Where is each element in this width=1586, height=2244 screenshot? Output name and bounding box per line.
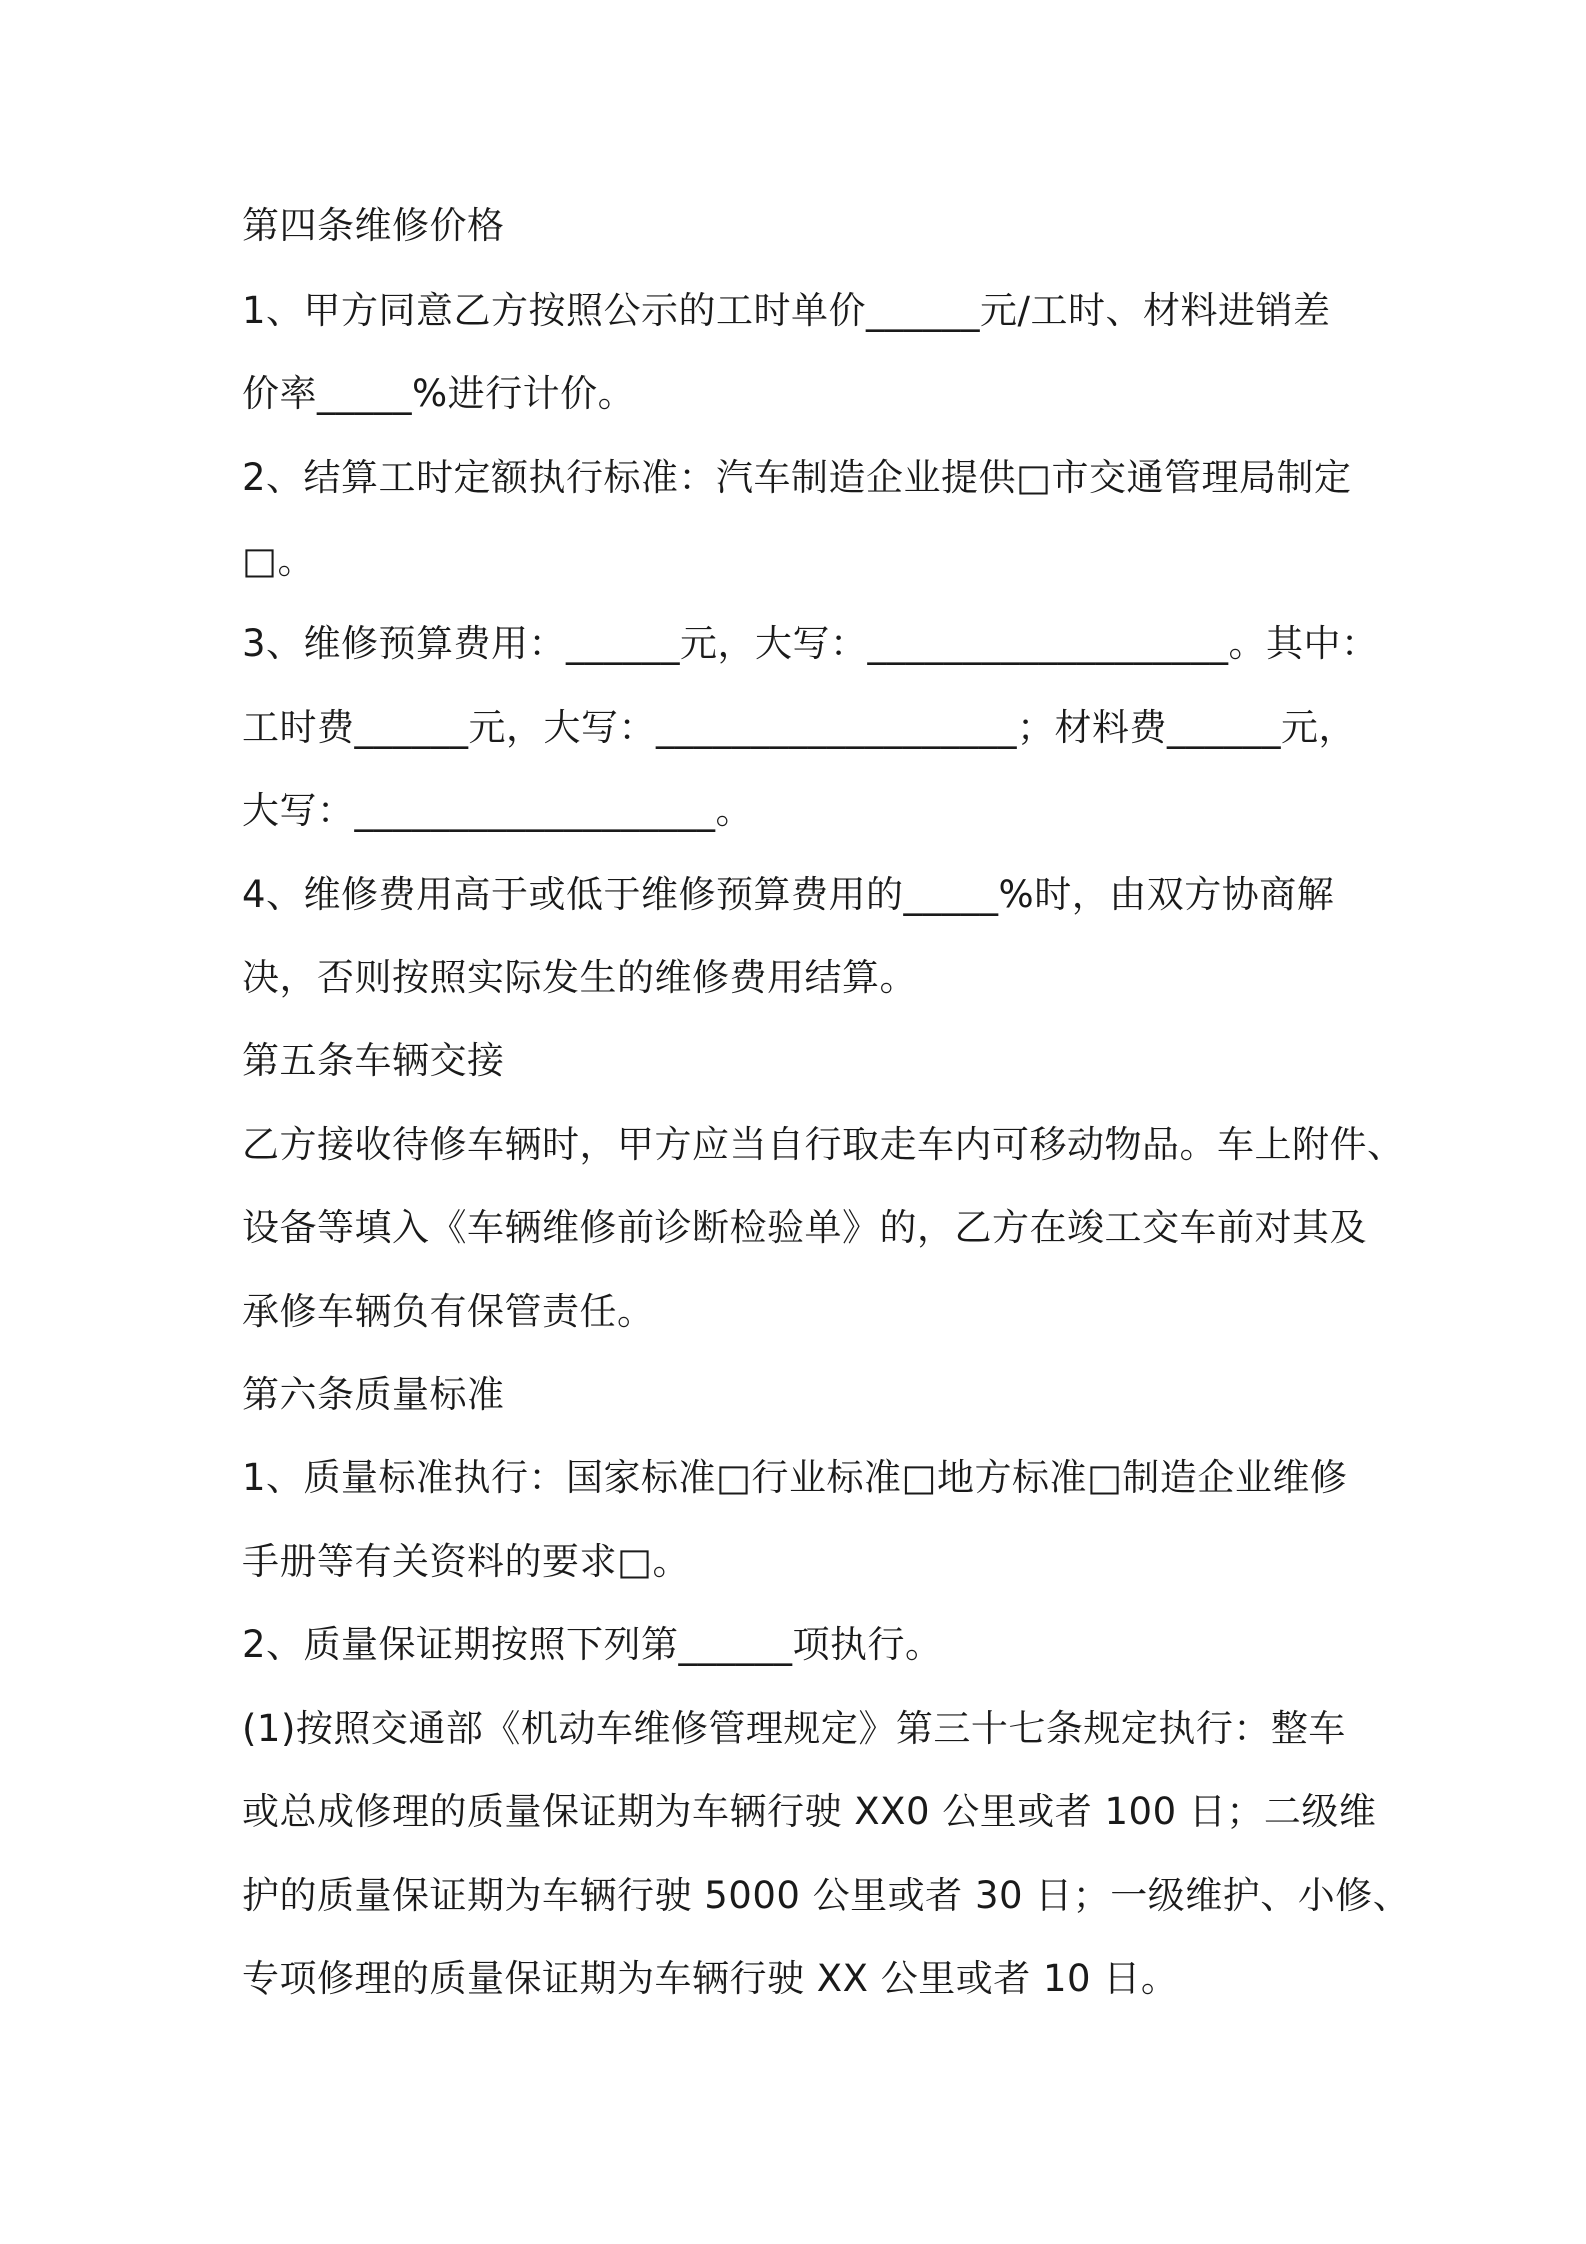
- text-line-3: 2、结算工时定额执行标准：汽车制造企业提供□市交通管理局制定: [242, 456, 1352, 499]
- text-line-19: 或总成修理的质量保证期为车辆行驶 XX0 公里或者 100 日；二级维: [242, 1790, 1377, 1833]
- text-line-9: 决，否则按照实际发生的维修费用结算。: [242, 956, 917, 999]
- text-line-7: 大写：___________________。: [242, 789, 753, 832]
- text-line-11: 乙方接收待修车辆时，甲方应当自行取走车内可移动物品。车上附件、: [242, 1123, 1405, 1166]
- text-line-4: □。: [242, 539, 315, 582]
- text-line-20: 护的质量保证期为车辆行驶 5000 公里或者 30 日；一级维护、小修、: [242, 1874, 1411, 1917]
- text-line-8: 4、维修费用高于或低于维修预算费用的_____%时，由双方协商解: [242, 873, 1335, 916]
- text-line-16: 手册等有关资料的要求□。: [242, 1540, 690, 1583]
- text-line-5: 3、维修预算费用：______元，大写：___________________。其中：: [242, 622, 1379, 665]
- text-line-1: 1、甲方同意乙方按照公示的工时单价______元/工时、材料进销差: [242, 289, 1331, 332]
- text-line-2: 价率_____%进行计价。: [242, 372, 636, 415]
- section-heading-article-5: 第五条车辆交接: [242, 1039, 505, 1082]
- text-line-6: 工时费______元，大写：___________________；材料费______元，: [242, 706, 1356, 749]
- text-line-13: 承修车辆负有保管责任。: [242, 1290, 655, 1333]
- text-line-21: 专项修理的质量保证期为车辆行驶 XX 公里或者 10 日。: [242, 1957, 1179, 2000]
- section-heading-article-6: 第六条质量标准: [242, 1373, 505, 1416]
- text-line-12: 设备等填入《车辆维修前诊断检验单》的，乙方在竣工交车前对其及: [242, 1206, 1367, 1249]
- text-line-15: 1、质量标准执行：国家标准□行业标准□地方标准□制造企业维修: [242, 1456, 1348, 1499]
- section-heading-article-4: 第四条维修价格: [242, 204, 505, 247]
- text-line-18: (1)按照交通部《机动车维修管理规定》第三十七条规定执行：整车: [242, 1707, 1346, 1750]
- text-line-17: 2、质量保证期按照下列第______项执行。: [242, 1623, 943, 1666]
